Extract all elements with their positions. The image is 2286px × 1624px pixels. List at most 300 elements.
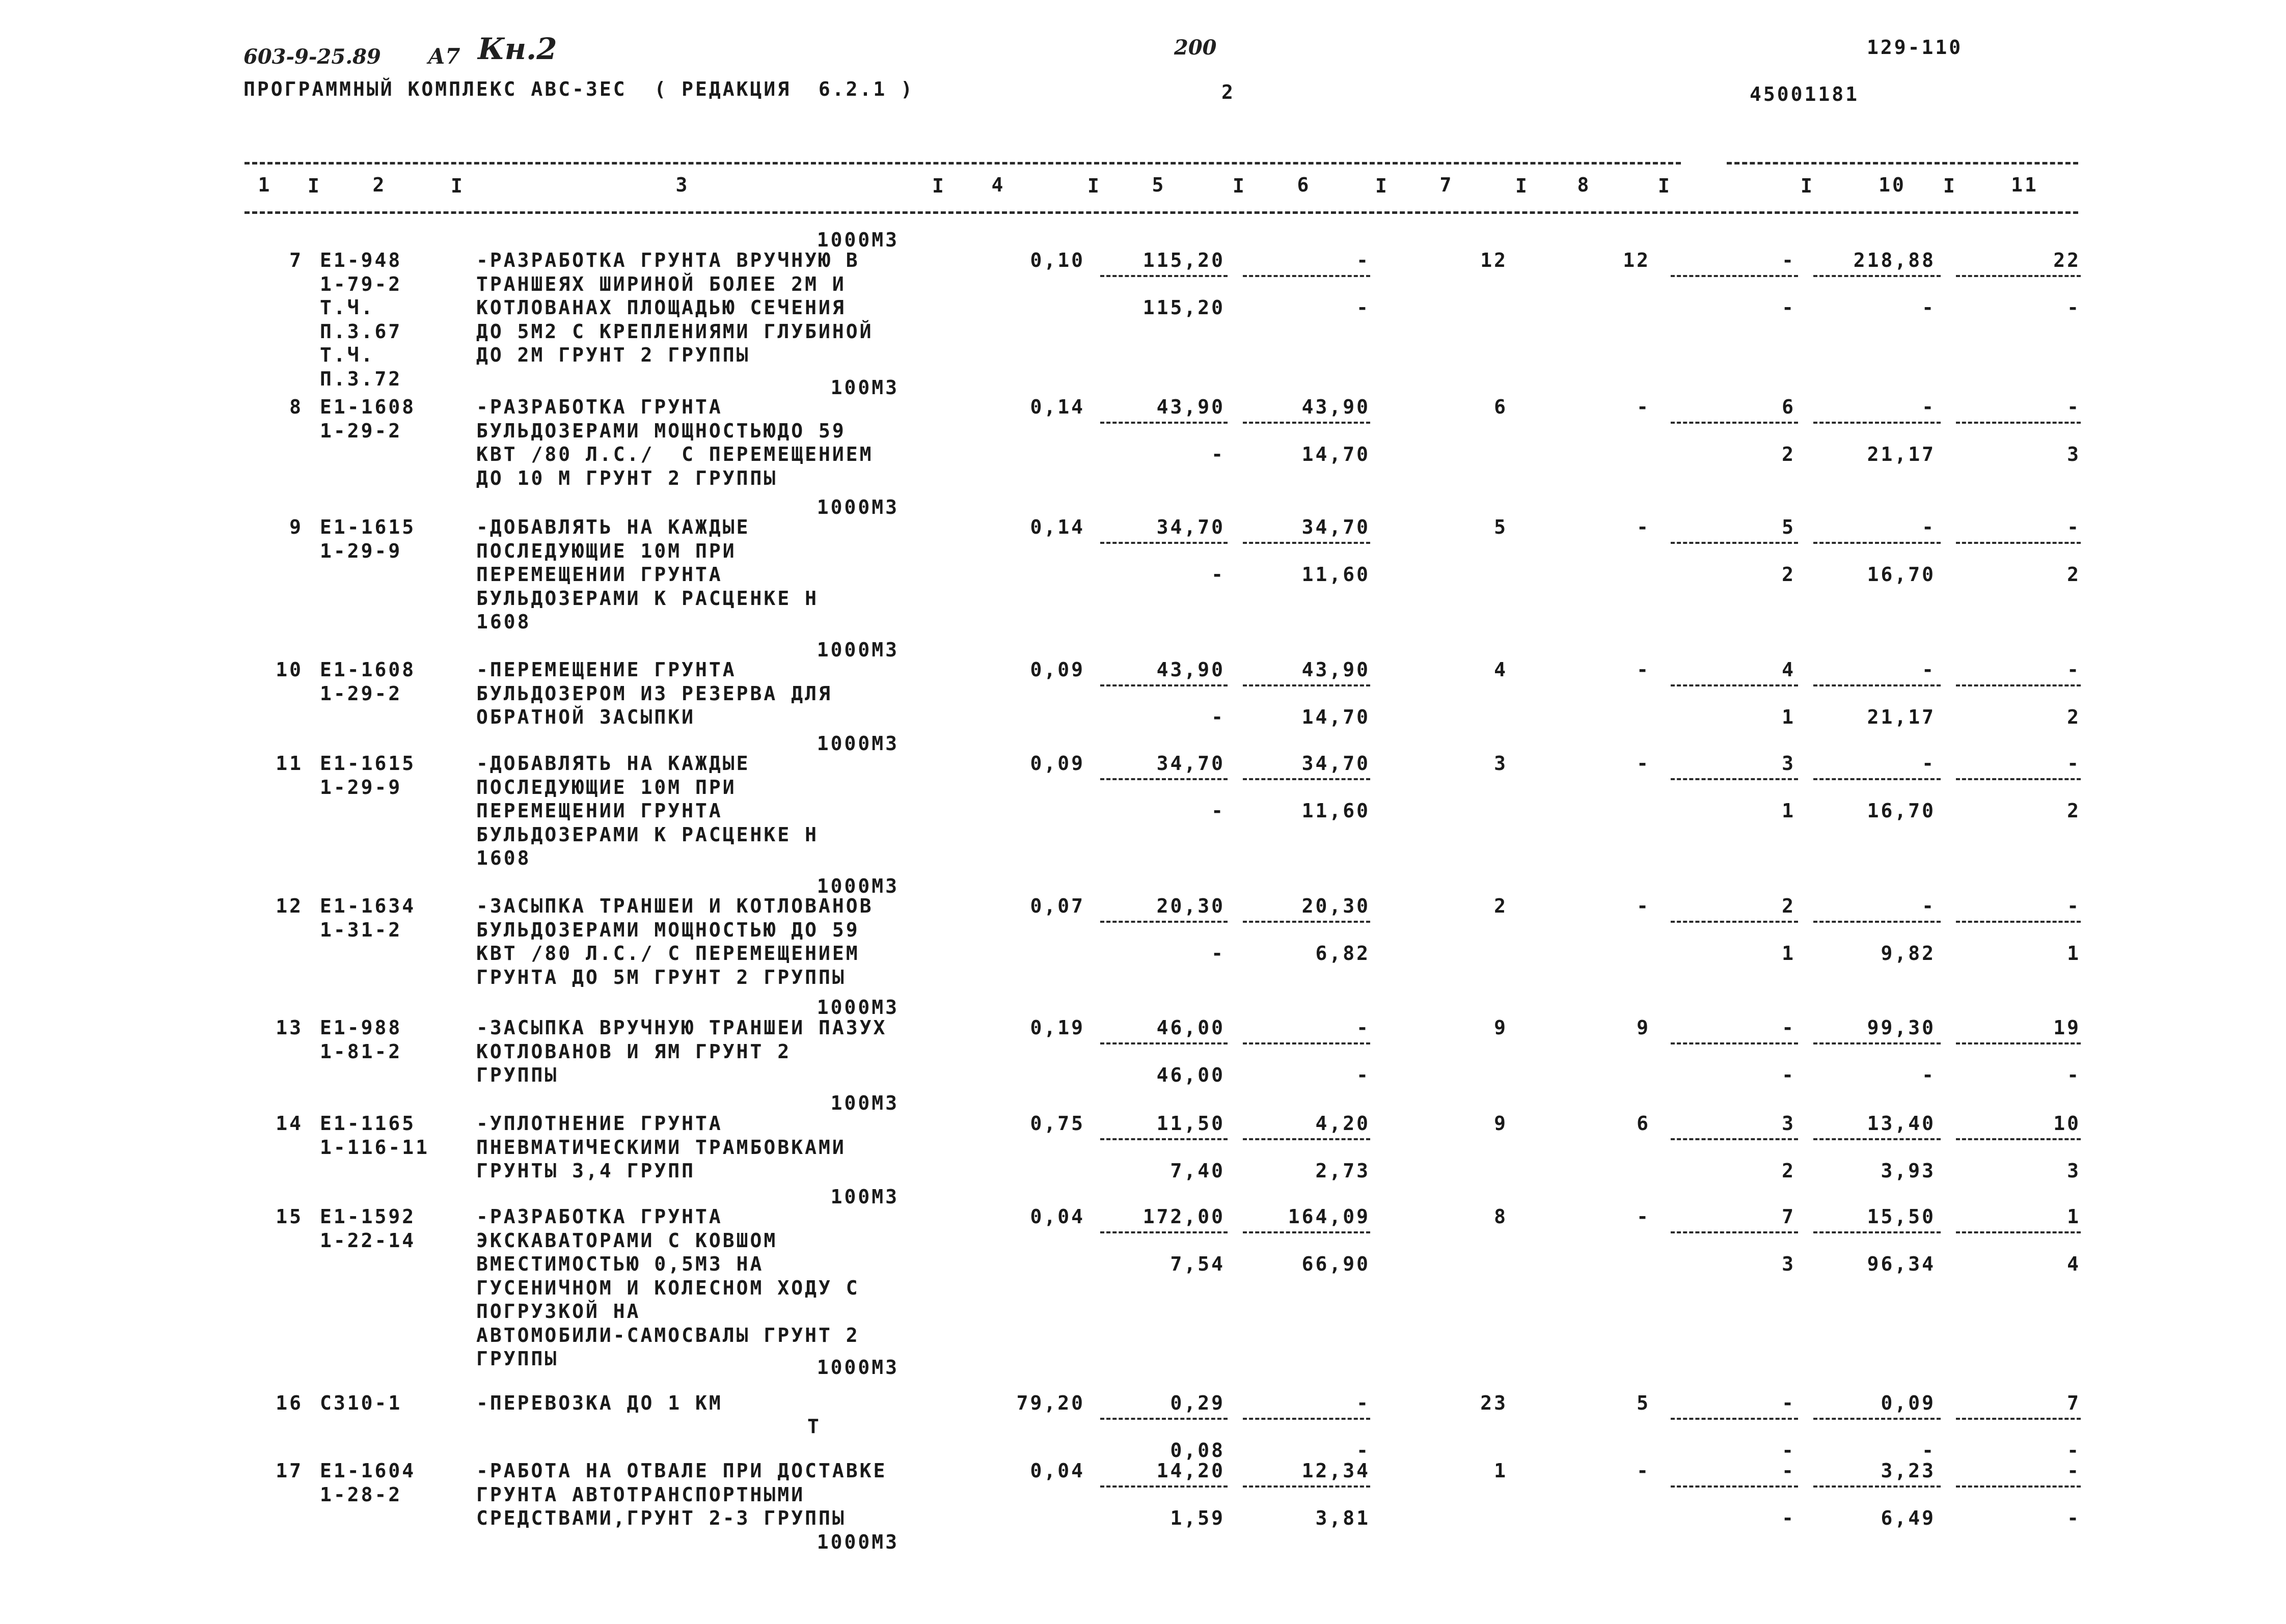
cell-col7: 9 (1494, 1112, 1508, 1135)
cell-divider (1956, 1418, 2081, 1420)
cell-c10-top: - (1922, 895, 1936, 917)
column-separator: I (1087, 175, 1101, 197)
cell-c11-top: 1 (2067, 1205, 2081, 1228)
unit-label: 100М3 (830, 1092, 899, 1114)
column-separator: I (932, 175, 946, 197)
sheet-code: 129-110 (1867, 36, 1963, 59)
rate-code: Е1-1615 (320, 516, 416, 538)
work-description: -РАЗРАБОТКА ГРУНТА ВРУЧНУЮ В (476, 249, 860, 271)
cell-c5-top: 0,29 (1170, 1392, 1225, 1414)
cell-c9-bottom: 3 (1782, 1253, 1795, 1275)
cell-divider (1956, 542, 2081, 544)
cell-divider (1813, 275, 1941, 277)
cell-c5-top: 115,20 (1142, 249, 1225, 271)
column-header-4: 4 (991, 174, 1005, 196)
work-description: БУЛЬДОЗЕРОМ ИЗ РЕЗЕРВА ДЛЯ (476, 682, 832, 705)
cell-c6-top: 43,90 (1301, 658, 1370, 681)
cell-c5-top: 43,90 (1156, 396, 1225, 418)
cell-divider (1671, 542, 1798, 544)
cell-c6-bottom: - (1356, 1064, 1370, 1086)
cell-divider (1243, 1138, 1370, 1140)
work-description: -ДОБАВЛЯТЬ НА КАЖДЫЕ (476, 752, 750, 775)
cell-c11-bottom: - (2067, 296, 2081, 319)
work-description: 1608 (476, 611, 531, 633)
work-description: ЭКСКАВАТОРАМИ С КОВШОМ (476, 1229, 778, 1252)
program-line: ПРОГРАММНЫЙ КОМПЛЕКС АВС-3ЕС ( РЕДАКЦИЯ 6.2.1 ) (243, 78, 915, 100)
cell-c9-top: 4 (1782, 658, 1795, 681)
quantity: 0,14 (1030, 396, 1085, 418)
column-header-3: 3 (675, 174, 690, 196)
cell-divider (1243, 1418, 1370, 1420)
cell-divider (1813, 422, 1941, 424)
cell-col8: - (1637, 658, 1650, 681)
cell-c9-bottom: 2 (1782, 563, 1795, 586)
work-description: ГРУНТА АВТОТРАНСПОРТНЫМИ (476, 1483, 805, 1506)
rate-reference: Т.Ч. (320, 344, 375, 366)
quantity: 79,20 (1016, 1392, 1085, 1414)
cell-c11-top: - (2067, 1460, 2081, 1482)
work-description: ГУСЕНИЧНОМ И КОЛЕСНОМ ХОДУ С (476, 1276, 860, 1299)
row-number: 7 (289, 249, 303, 271)
rate-code: Е1-948 (320, 249, 402, 271)
work-description: БУЛЬДОЗЕРАМИ МОЩНОСТЬЮ ДО 59 (476, 918, 860, 941)
quantity: 0,14 (1030, 516, 1085, 538)
cell-c10-bottom: - (1922, 296, 1936, 319)
cell-c11-bottom: - (2067, 1507, 2081, 1529)
rate-reference: 1-29-2 (320, 419, 402, 442)
cell-c10-top: - (1922, 752, 1936, 775)
unit-label: 100М3 (830, 376, 899, 399)
cell-c11-top: 7 (2067, 1392, 2081, 1414)
cell-c10-top: 0,09 (1881, 1392, 1936, 1414)
cell-divider (1671, 1231, 1798, 1233)
cell-c9-top: 3 (1782, 1112, 1795, 1135)
cell-col8: - (1637, 1460, 1650, 1482)
cell-c6-bottom: 11,60 (1301, 563, 1370, 586)
cell-c9-top: 3 (1782, 752, 1795, 775)
work-description: ПЕРЕМЕЩЕНИИ ГРУНТА (476, 800, 723, 822)
work-description: -РАБОТА НА ОТВАЛЕ ПРИ ДОСТАВКЕ (476, 1460, 887, 1482)
work-description: -УПЛОТНЕНИЕ ГРУНТА (476, 1112, 723, 1135)
cell-divider (1100, 275, 1228, 277)
cell-col7: 12 (1480, 249, 1508, 271)
cell-divider (1671, 1138, 1798, 1140)
cell-divider (1956, 684, 2081, 686)
cell-c11-top: - (2067, 895, 2081, 917)
cell-c5-bottom: 0,08 (1170, 1439, 1225, 1462)
cell-c9-bottom: - (1782, 1507, 1795, 1529)
cell-c6-bottom: 14,70 (1301, 706, 1370, 728)
cell-c10-bottom: 21,17 (1867, 706, 1936, 728)
cell-c6-bottom: - (1356, 1439, 1370, 1462)
cell-c6-top: - (1356, 1392, 1370, 1414)
row-number: 15 (276, 1205, 303, 1228)
cell-c10-top: 15,50 (1867, 1205, 1936, 1228)
work-description: СРЕДСТВАМИ,ГРУНТ 2-3 ГРУППЫ (476, 1507, 846, 1529)
work-description: ПОСЛЕДУЮЩИЕ 10М ПРИ (476, 539, 737, 562)
cell-c10-bottom: - (1922, 1064, 1936, 1086)
cell-c9-top: 6 (1782, 396, 1795, 418)
cell-c6-bottom: 11,60 (1301, 800, 1370, 822)
cell-c5-bottom: - (1211, 800, 1225, 822)
cell-col8: - (1637, 895, 1650, 917)
work-description: ГРУНТА ДО 5М ГРУНТ 2 ГРУППЫ (476, 966, 846, 988)
cell-divider (1243, 422, 1370, 424)
cell-c9-bottom: - (1782, 296, 1795, 319)
cell-c5-bottom: - (1211, 942, 1225, 965)
cell-divider (1100, 1485, 1228, 1488)
cell-col8: 9 (1637, 1016, 1650, 1039)
quantity: 0,09 (1030, 752, 1085, 775)
rate-reference: 1-28-2 (320, 1483, 402, 1506)
cell-c5-bottom: 7,54 (1170, 1253, 1225, 1275)
rate-code: Е1-988 (320, 1016, 402, 1039)
column-separator: I (1515, 175, 1529, 197)
cell-col7: 23 (1480, 1392, 1508, 1414)
cell-c6-top: - (1356, 249, 1370, 271)
cell-divider (1100, 921, 1228, 923)
page-number: 200 (1174, 36, 1217, 60)
cell-c10-bottom: 96,34 (1867, 1253, 1936, 1275)
cell-c6-top: 20,30 (1301, 895, 1370, 917)
column-header-6: 6 (1297, 174, 1311, 196)
cell-c5-top: 46,00 (1156, 1016, 1225, 1039)
cell-divider (1956, 1231, 2081, 1233)
unit-label: 1000М3 (817, 996, 899, 1019)
rate-code: Е1-1615 (320, 752, 416, 775)
cell-c5-top: 172,00 (1142, 1205, 1225, 1228)
cell-divider (1813, 921, 1941, 923)
cell-c9-bottom: - (1782, 1439, 1795, 1462)
rate-reference: 1-31-2 (320, 918, 402, 941)
cell-c10-bottom: 9,82 (1881, 942, 1936, 965)
cell-c10-top: 3,23 (1881, 1460, 1936, 1482)
cell-c6-bottom: - (1356, 296, 1370, 319)
cell-col7: 4 (1494, 658, 1508, 681)
rate-reference: 1-116-11 (320, 1136, 430, 1159)
book-label: Кн.2 (478, 32, 557, 66)
cell-c11-bottom: 3 (2067, 1160, 2081, 1182)
column-header-8: 8 (1577, 174, 1591, 196)
cell-c10-bottom: 3,93 (1881, 1160, 1936, 1182)
unit-label: 1000М3 (817, 1530, 899, 1553)
cell-c6-top: 34,70 (1301, 516, 1370, 538)
rate-code: Е1-1165 (320, 1112, 416, 1135)
cell-c6-top: - (1356, 1016, 1370, 1039)
cell-c11-bottom: 1 (2067, 942, 2081, 965)
column-header-7: 7 (1439, 174, 1454, 196)
cell-c6-bottom: 14,70 (1301, 443, 1370, 465)
cell-col8: - (1637, 1205, 1650, 1228)
row-number: 9 (289, 516, 303, 538)
cell-c11-top: - (2067, 658, 2081, 681)
work-description: -ПЕРЕМЕЩЕНИЕ ГРУНТА (476, 658, 737, 681)
cell-c6-bottom: 3,81 (1315, 1507, 1370, 1529)
cell-c6-bottom: 2,73 (1315, 1160, 1370, 1182)
cell-c9-top: 7 (1782, 1205, 1795, 1228)
cell-c11-top: - (2067, 516, 2081, 538)
work-description: -РАЗРАБОТКА ГРУНТА (476, 396, 723, 418)
rate-reference: 1-29-9 (320, 776, 402, 799)
row-number: 10 (276, 658, 303, 681)
rate-reference: 1-81-2 (320, 1040, 402, 1063)
cell-c5-top: 34,70 (1156, 752, 1225, 775)
cell-divider (1100, 1042, 1228, 1044)
cell-divider (1956, 1485, 2081, 1488)
cell-c5-top: 20,30 (1156, 895, 1225, 917)
cell-c6-top: 12,34 (1301, 1460, 1370, 1482)
cell-col8: - (1637, 516, 1650, 538)
cell-c9-bottom: 1 (1782, 706, 1795, 728)
cell-divider (1243, 921, 1370, 923)
cell-divider (1813, 778, 1941, 780)
cell-c9-bottom: 1 (1782, 800, 1795, 822)
column-header-1: 1 (258, 174, 272, 196)
table-top-rule (244, 162, 1681, 164)
cell-c10-bottom: 6,49 (1881, 1507, 1936, 1529)
cell-c5-bottom: 115,20 (1142, 296, 1225, 319)
album-label: А7 (428, 44, 460, 69)
cell-c9-top: 2 (1782, 895, 1795, 917)
cell-c10-top: 13,40 (1867, 1112, 1936, 1135)
cell-c5-top: 34,70 (1156, 516, 1225, 538)
cell-c10-top: 99,30 (1867, 1016, 1936, 1039)
cell-col7: 1 (1494, 1460, 1508, 1482)
work-description: -РАЗРАБОТКА ГРУНТА (476, 1205, 723, 1228)
cell-divider (1100, 1231, 1228, 1233)
cell-c11-top: 10 (2053, 1112, 2081, 1135)
rate-code: С310-1 (320, 1392, 402, 1414)
cell-divider (1813, 1231, 1941, 1233)
column-separator: I (1801, 175, 1814, 197)
cell-col8: - (1637, 752, 1650, 775)
work-description: -ЗАСЫПКА ВРУЧНУЮ ТРАНШЕИ ПАЗУХ (476, 1016, 887, 1039)
cell-c9-top: 5 (1782, 516, 1795, 538)
table-header-rule (244, 211, 2078, 214)
doc-id: 45001181 (1750, 83, 1860, 105)
cell-divider (1243, 1485, 1370, 1488)
cell-col7: 5 (1494, 516, 1508, 538)
unit-label: 1000М3 (817, 229, 899, 251)
work-description: 1608 (476, 847, 531, 869)
quantity: 0,04 (1030, 1205, 1085, 1228)
work-description: ГРУППЫ (476, 1347, 559, 1370)
unit-label: 1000М3 (817, 639, 899, 661)
cell-divider (1100, 684, 1228, 686)
cell-col7: 2 (1494, 895, 1508, 917)
cell-divider (1243, 275, 1370, 277)
work-description: ГРУНТЫ 3,4 ГРУПП (476, 1160, 696, 1182)
cell-divider (1956, 1138, 2081, 1140)
cell-divider (1956, 921, 2081, 923)
cell-c5-top: 14,20 (1156, 1460, 1225, 1482)
cell-divider (1671, 1042, 1798, 1044)
work-description: ДО 5М2 С КРЕПЛЕНИЯМИ ГЛУБИНОЙ (476, 320, 874, 343)
column-header-10: 10 (1879, 174, 1906, 196)
quantity: 0,04 (1030, 1460, 1085, 1482)
cell-c10-top: 218,88 (1853, 249, 1936, 271)
cell-c5-bottom: - (1211, 563, 1225, 586)
work-description: АВТОМОБИЛИ-САМОСВАЛЫ ГРУНТ 2 (476, 1324, 860, 1346)
row-number: 13 (276, 1016, 303, 1039)
quantity: 0,75 (1030, 1112, 1085, 1135)
cell-c11-top: 19 (2053, 1016, 2081, 1039)
cell-c6-top: 34,70 (1301, 752, 1370, 775)
work-description: БУЛЬДОЗЕРАМИ МОЩНОСТЬЮДО 59 (476, 419, 846, 442)
cell-c9-top: - (1782, 249, 1795, 271)
column-separator: I (308, 175, 321, 197)
cell-c5-top: 11,50 (1156, 1112, 1225, 1135)
cell-divider (1813, 1138, 1941, 1140)
cell-c5-bottom: 1,59 (1170, 1507, 1225, 1529)
work-description: ГРУППЫ (476, 1064, 559, 1086)
cell-divider (1813, 1418, 1941, 1420)
work-description: БУЛЬДОЗЕРАМИ К РАСЦЕНКЕ Н (476, 823, 819, 846)
cell-divider (1956, 422, 2081, 424)
cell-c10-top: - (1922, 516, 1936, 538)
work-description: ПОСЛЕДУЮЩИЕ 10М ПРИ (476, 776, 737, 799)
cell-divider (1813, 1042, 1941, 1044)
row-number: 16 (276, 1392, 303, 1414)
work-description: ПОГРУЗКОЙ НА (476, 1300, 641, 1323)
work-description: КОТЛОВАНОВ И ЯМ ГРУНТ 2 (476, 1040, 792, 1063)
cell-c10-bottom: 16,70 (1867, 563, 1936, 586)
column-separator: I (1375, 175, 1389, 197)
quantity: 0,09 (1030, 658, 1085, 681)
column-separator: I (451, 175, 465, 197)
rate-reference: 1-29-2 (320, 682, 402, 705)
work-description: ДО 10 М ГРУНТ 2 ГРУППЫ (476, 466, 778, 489)
column-header-5: 5 (1152, 174, 1166, 196)
work-description: ВМЕСТИМОСТЬЮ 0,5М3 НА (476, 1253, 764, 1275)
cell-c10-top: - (1922, 396, 1936, 418)
cell-divider (1243, 1231, 1370, 1233)
cell-c11-bottom: 4 (2067, 1253, 2081, 1275)
work-description: -ЗАСЫПКА ТРАНШЕИ И КОТЛОВАНОВ (476, 895, 874, 917)
cell-divider (1243, 778, 1370, 780)
work-description: ПНЕВМАТИЧЕСКИМИ ТРАМБОВКАМИ (476, 1136, 846, 1159)
cell-c5-bottom: 46,00 (1156, 1064, 1225, 1086)
row-number: 17 (276, 1460, 303, 1482)
rate-code: Е1-1592 (320, 1205, 416, 1228)
cell-c11-bottom: 2 (2067, 706, 2081, 728)
work-description: ДО 2М ГРУНТ 2 ГРУППЫ (476, 344, 750, 366)
unit-label: 1000М3 (817, 1356, 899, 1379)
unit-label: 1000М3 (817, 875, 899, 897)
quantity: 0,19 (1030, 1016, 1085, 1039)
unit-label: Т (807, 1415, 821, 1438)
cell-divider (1671, 921, 1798, 923)
row-number: 11 (276, 752, 303, 775)
cell-c11-bottom: 2 (2067, 800, 2081, 822)
cell-divider (1100, 422, 1228, 424)
cell-c9-bottom: - (1782, 1064, 1795, 1086)
column-header-2: 2 (372, 174, 387, 196)
cell-divider (1671, 422, 1798, 424)
table-top-rule-right (1727, 162, 2078, 164)
cell-c6-bottom: 66,90 (1301, 1253, 1370, 1275)
cell-divider (1956, 778, 2081, 780)
row-number: 14 (276, 1112, 303, 1135)
cell-c5-bottom: - (1211, 706, 1225, 728)
row-number: 8 (289, 396, 303, 418)
cell-col7: 8 (1494, 1205, 1508, 1228)
cell-divider (1813, 1485, 1941, 1488)
rate-reference: 1-79-2 (320, 272, 402, 295)
cell-c6-top: 43,90 (1301, 396, 1370, 418)
cell-divider (1671, 1418, 1798, 1420)
cell-c6-top: 164,09 (1288, 1205, 1370, 1228)
work-description: ПЕРЕМЕЩЕНИИ ГРУНТА (476, 563, 723, 586)
work-description: -ПЕРЕВОЗКА ДО 1 КМ (476, 1392, 723, 1414)
cell-c5-top: 43,90 (1156, 658, 1225, 681)
rate-code: Е1-1604 (320, 1460, 416, 1482)
cell-c11-bottom: - (2067, 1439, 2081, 1462)
rate-code: Е1-1634 (320, 895, 416, 917)
column-separator: I (1943, 175, 1957, 197)
cell-col7: 6 (1494, 396, 1508, 418)
cell-c9-top: - (1782, 1016, 1795, 1039)
cell-c10-top: - (1922, 658, 1936, 681)
cell-c5-bottom: - (1211, 443, 1225, 465)
cell-c9-bottom: 2 (1782, 443, 1795, 465)
cell-c6-top: 4,20 (1315, 1112, 1370, 1135)
doc-code: 603-9-25.89 (243, 45, 381, 69)
cell-divider (1956, 1042, 2081, 1044)
cell-c11-top: - (2067, 752, 2081, 775)
work-description: КОТЛОВАНАХ ПЛОЩАДЬЮ СЕЧЕНИЯ (476, 296, 846, 319)
cell-c10-bottom: 21,17 (1867, 443, 1936, 465)
cell-c9-bottom: 1 (1782, 942, 1795, 965)
cell-c11-top: 22 (2053, 249, 2081, 271)
cell-col7: 9 (1494, 1016, 1508, 1039)
cell-c10-bottom: 16,70 (1867, 800, 1936, 822)
unit-label: 1000М3 (817, 732, 899, 755)
cell-c11-bottom: 2 (2067, 563, 2081, 586)
work-description: КВТ /80 Л.С./ С ПЕРЕМЕЩЕНИЕМ (476, 443, 874, 465)
cell-divider (1100, 1418, 1228, 1420)
cell-divider (1671, 275, 1798, 277)
column-separator: I (1658, 175, 1672, 197)
cell-col8: - (1637, 396, 1650, 418)
cell-c9-top: - (1782, 1460, 1795, 1482)
rate-reference: 1-22-14 (320, 1229, 416, 1252)
cell-c11-bottom: 3 (2067, 443, 2081, 465)
cell-divider (1243, 542, 1370, 544)
rate-code: Е1-1608 (320, 396, 416, 418)
rate-reference: 1-29-9 (320, 539, 402, 562)
column-separator: I (1233, 175, 1246, 197)
cell-divider (1671, 778, 1798, 780)
cell-col8: 5 (1637, 1392, 1650, 1414)
cell-c11-bottom: - (2067, 1064, 2081, 1086)
rate-reference: П.3.67 (320, 320, 402, 343)
cell-divider (1243, 684, 1370, 686)
sheet-no: 2 (1221, 81, 1235, 103)
cell-divider (1243, 1042, 1370, 1044)
cell-divider (1671, 684, 1798, 686)
cell-c9-top: - (1782, 1392, 1795, 1414)
cell-col8: 6 (1637, 1112, 1650, 1135)
rate-reference: Т.Ч. (320, 296, 375, 319)
rate-reference: П.3.72 (320, 367, 402, 390)
quantity: 0,07 (1030, 895, 1085, 917)
work-description: -ДОБАВЛЯТЬ НА КАЖДЫЕ (476, 516, 750, 538)
cell-divider (1100, 778, 1228, 780)
cell-divider (1100, 1138, 1228, 1140)
cell-divider (1813, 542, 1941, 544)
unit-label: 100М3 (830, 1186, 899, 1208)
